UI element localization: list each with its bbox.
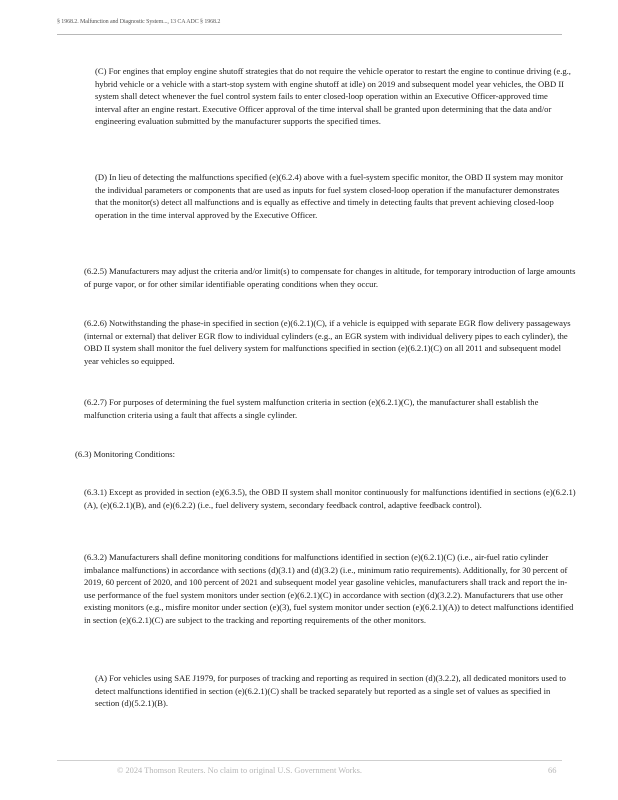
header-divider <box>57 34 562 35</box>
paragraph-c-closed-loop-restart: (C) For engines that employ engine shutoff strategies that do not require the vehicle operator to restart the engine to continue driving (e.g., hybrid vehicle or a vehicle with a start-stop system with engine shutoff at idle) on 2019 and subsequent model year vehicles, the OBD II system shall detect whenever the fuel control system fails to enter closed-loop operation within an Executive Officer-approved time interval after an engine restart. Executive Officer approval of the time interval shall be granted upon determining that the data and/or engineering evaluation submitted by the manufacturer supports the specified times. <box>95 66 571 127</box>
page-number: 66 <box>548 766 557 775</box>
paragraph-6-2-5: (6.2.5) Manufacturers may adjust the criteria and/or limit(s) to compensate for changes in altitude, for temporary introduction of large amounts of purge vapor, or for other similar identifiable operating conditions when they occur. <box>84 266 576 289</box>
paragraph-6-2-6: (6.2.6) Notwithstanding the phase-in specified in section (e)(6.2.1)(C), if a vehicle is equipped with separate EGR flow delivery passageways (internal or external) that deliver EGR flow to individual cylinders (e.g., an EGR system with individual delivery pipes to each cylinder), the OBD II system shall monitor the fuel delivery system for malfunctions specified in section (e)(6.2.1)(C) on all 2011 and subsequent model year vehicles so equipped. <box>84 318 571 366</box>
running-header: § 1968.2. Malfunction and Diagnostic System..., 13 CA ADC § 1968.2 <box>57 19 221 25</box>
section-heading-6-3: (6.3) Monitoring Conditions: <box>75 449 176 459</box>
paragraph-6-3-2: (6.3.2) Manufacturers shall define monitoring conditions for malfunctions identified in section (e)(6.2.1)(C) (i.e., air-fuel ratio cylinder imbalance malfunctions) in accordance with sections (d)(3.1) and (d)(3.2) (i.e., minimum ratio requirements). Additionally, for 30 percent of 2019, 60 percent of 2020, and 100 percent of 2021 and subsequent model year gasoline vehicles, manufacturers shall track and report the in-use performance of the fuel system monitors under section (e)(6.2.1)(C) in accordance with section (d)(3.2.2). Manufacturers that use other existing monitors (e.g., misfire monitor under section (e)(3), fuel system monitor under section (e)(6.2.1)(A)) to detect malfunctions identified in section (e)(6.2.1)(C) are subject to the tracking and reporting requirements of the other monitors. <box>84 552 574 625</box>
paragraph-a-sae-j1979: (A) For vehicles using SAE J1979, for purposes of tracking and reporting as required in section (d)(3.2.2), all dedicated monitors used to detect malfunctions identified in section (e)(6.2.1)(C) shall be tracked separately but reported as a single set of values as specified in section (d)(5.2.1)(B). <box>95 673 566 709</box>
footer-copyright: © 2024 Thomson Reuters. No claim to original U.S. Government Works. <box>117 766 362 775</box>
footer-divider <box>57 760 562 761</box>
paragraph-6-2-7: (6.2.7) For purposes of determining the fuel system malfunction criteria in section (e)(6.2.1)(C), the manufacturer shall establish the malfunction criteria using a fault that affects a single cylinder. <box>84 397 539 420</box>
paragraph-6-3-1: (6.3.1) Except as provided in section (e)(6.3.5), the OBD II system shall monitor continuously for malfunctions identified in sections (e)(6.2.1)(A), (e)(6.2.1)(B), and (e)(6.2.2) (i.e., fuel delivery system, secondary feedback control, adaptive feedback control). <box>84 487 576 510</box>
paragraph-d-individual-parameters: (D) In lieu of detecting the malfunctions specified (e)(6.2.4) above with a fuel-system specific monitor, the OBD II system may monitor the individual parameters or components that are used as inputs for fuel system closed-loop operation if the manufacturer demonstrates that the monitor(s) detect all malfunctions and is equally as effective and timely in detecting faults that prevent achieving closed-loop operation in the time interval approved by the Executive Officer. <box>95 172 564 220</box>
